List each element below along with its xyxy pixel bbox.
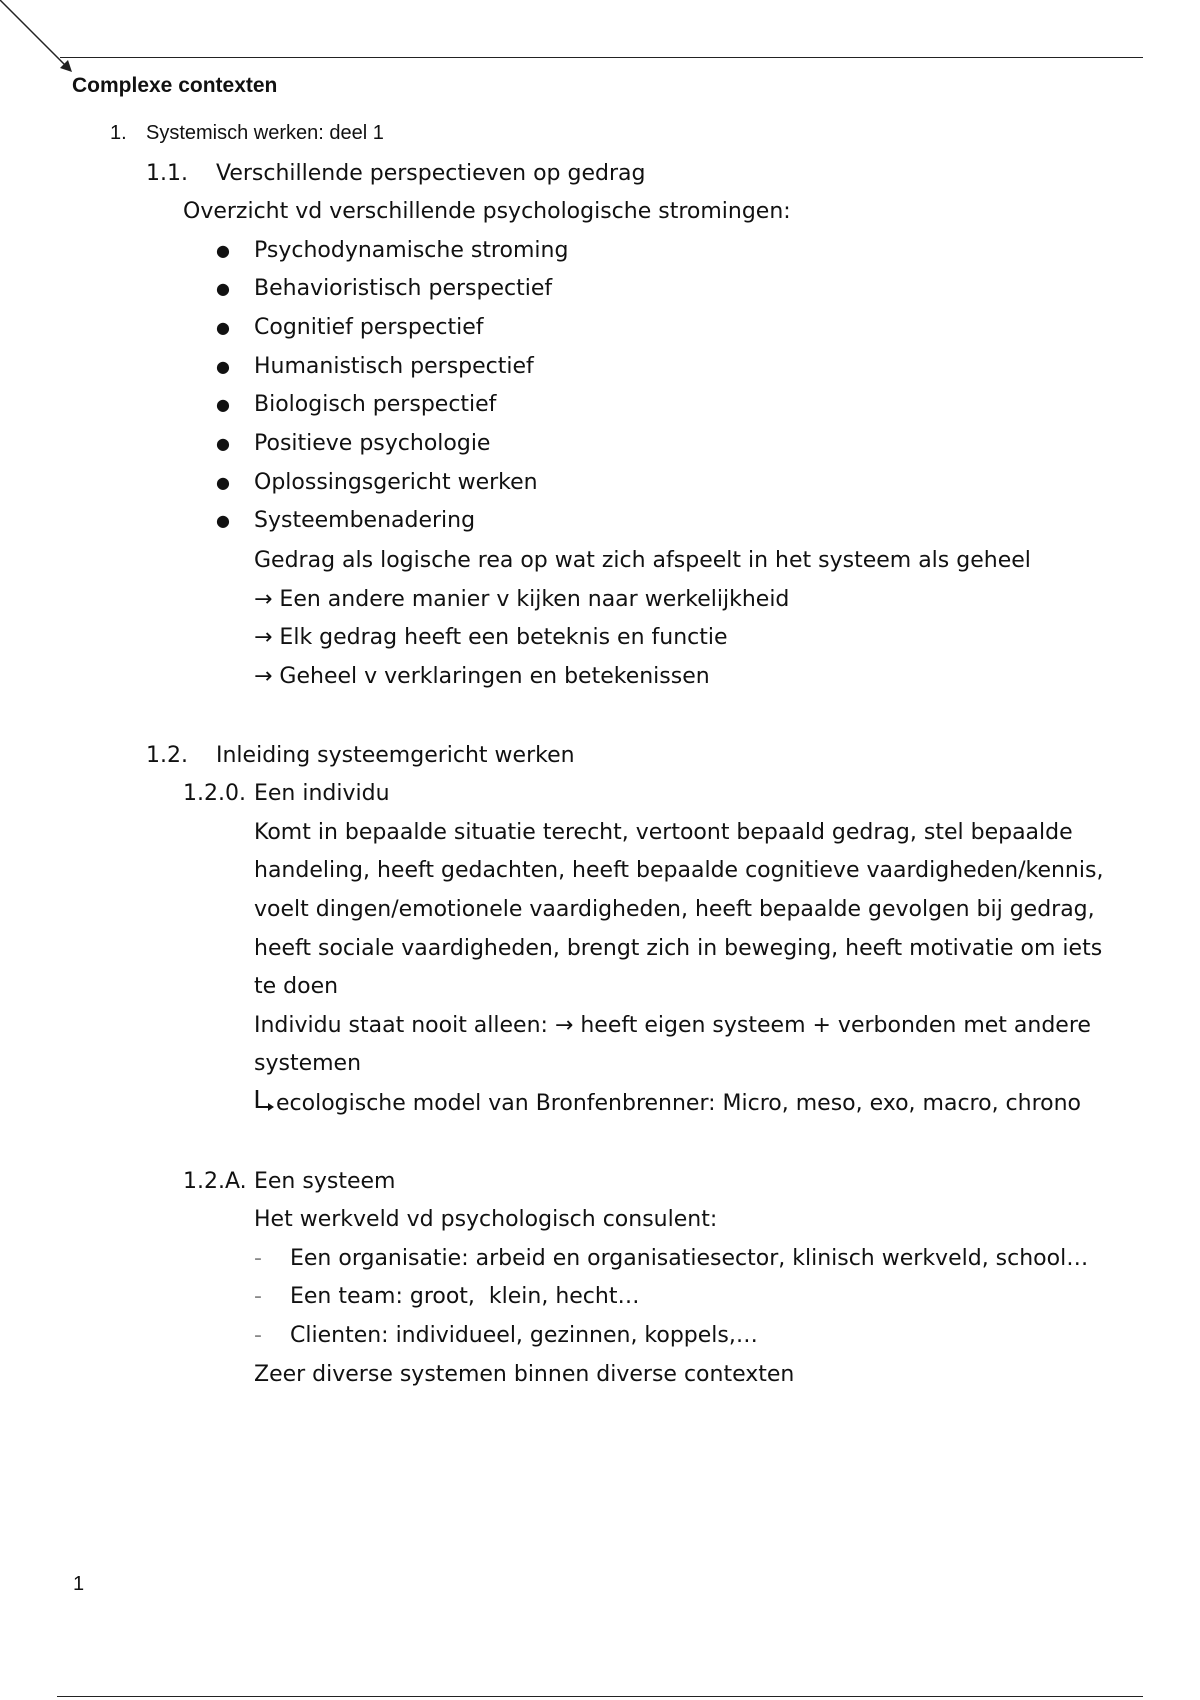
closing-line: Zeer diverse systemen binnen diverse contexten bbox=[254, 1362, 795, 1387]
list-item-text: Een organisatie: arbeid en organisatiesector, klinisch werkveld, school… bbox=[290, 1246, 1089, 1271]
list-item-text: Oplossingsgericht werken bbox=[254, 470, 538, 495]
bottom-rule bbox=[57, 1696, 1143, 1697]
chapter-number: 1. bbox=[110, 122, 127, 144]
dash-icon: - bbox=[254, 1323, 262, 1348]
bullet-icon: ● bbox=[216, 318, 230, 337]
bullet-icon: ● bbox=[216, 395, 230, 414]
arrow-line: → Elk gedrag heeft een beteknis en functie bbox=[254, 625, 728, 650]
paragraph-line: Komt in bepaalde situatie terecht, vertoont bepaald gedrag, stel bepaalde bbox=[254, 820, 1073, 845]
list-item-text: Clienten: individueel, gezinnen, koppels,… bbox=[290, 1323, 758, 1348]
workfield-intro: Het werkveld vd psychologisch consulent: bbox=[254, 1207, 718, 1232]
section-1-1-intro: Overzicht vd verschillende psychologische stromingen: bbox=[183, 199, 791, 224]
page-number: 1 bbox=[73, 1573, 85, 1595]
bullet-icon: ● bbox=[216, 434, 230, 453]
arrow-line: → Geheel v verklaringen en betekenissen bbox=[254, 664, 710, 689]
subsection-1-2-0-number: 1.2.0. bbox=[183, 781, 246, 806]
bullet-icon: ● bbox=[216, 279, 230, 298]
system-text: Gedrag als logische rea op wat zich afspeelt in het systeem als geheel bbox=[254, 548, 1031, 573]
bullet-icon: ● bbox=[216, 473, 230, 492]
arrow-line: → Een andere manier v kijken naar werkelijkheid bbox=[254, 587, 790, 612]
subsection-1-2-a-title: Een systeem bbox=[254, 1169, 396, 1194]
dash-icon: - bbox=[254, 1284, 262, 1309]
list-item-text: Biologisch perspectief bbox=[254, 392, 497, 417]
chapter-title: Systemisch werken: deel 1 bbox=[146, 122, 384, 144]
list-item-text: Cognitief perspectief bbox=[254, 315, 484, 340]
corner-arrow-icon bbox=[0, 0, 80, 80]
bullet-icon: ● bbox=[216, 511, 230, 530]
paragraph-line: voelt dingen/emotionele vaardigheden, heeft bepaalde gevolgen bij gedrag, bbox=[254, 897, 1095, 922]
dash-icon: - bbox=[254, 1246, 262, 1271]
bullet-icon: ● bbox=[216, 357, 230, 376]
chapter-heading bbox=[110, 118, 384, 148]
subsection-1-2-0-title: Een individu bbox=[254, 781, 390, 806]
alone-line: Individu staat nooit alleen: → heeft eigen systeem + verbonden met andere bbox=[254, 1013, 1091, 1038]
list-item-text: Systeembenadering bbox=[254, 508, 476, 533]
section-1-2-title: Inleiding systeemgericht werken bbox=[216, 743, 575, 768]
section-1-2-number: 1.2. bbox=[146, 743, 188, 768]
subsection-1-2-a-number: 1.2.A. bbox=[183, 1169, 247, 1194]
list-item-text: Humanistisch perspectief bbox=[254, 354, 534, 379]
model-line bbox=[254, 1088, 1081, 1119]
document-title: Complexe contexten bbox=[72, 74, 278, 97]
paragraph-line: te doen bbox=[254, 974, 339, 999]
list-item-text: Behavioristisch perspectief bbox=[254, 276, 553, 301]
list-item-text: Een team: groot, klein, hecht… bbox=[290, 1284, 640, 1309]
section-1-1-title: Verschillende perspectieven op gedrag bbox=[216, 161, 646, 186]
list-item-text: Psychodynamische stroming bbox=[254, 238, 569, 263]
alone-line: systemen bbox=[254, 1051, 362, 1076]
model-text: ecologische model van Bronfenbrenner: Micro, meso, exo, macro, chrono bbox=[276, 1091, 1082, 1116]
paragraph-line: handeling, heeft gedachten, heeft bepaalde cognitieve vaardigheden/kennis, bbox=[254, 858, 1104, 883]
top-rule bbox=[60, 57, 1143, 58]
paragraph-line: heeft sociale vaardigheden, brengt zich in beweging, heeft motivatie om iets bbox=[254, 936, 1103, 961]
bullet-icon: ● bbox=[216, 241, 230, 260]
section-1-1-number: 1.1. bbox=[146, 161, 188, 186]
list-item-text: Positieve psychologie bbox=[254, 431, 491, 456]
return-arrow-icon bbox=[254, 1088, 276, 1114]
